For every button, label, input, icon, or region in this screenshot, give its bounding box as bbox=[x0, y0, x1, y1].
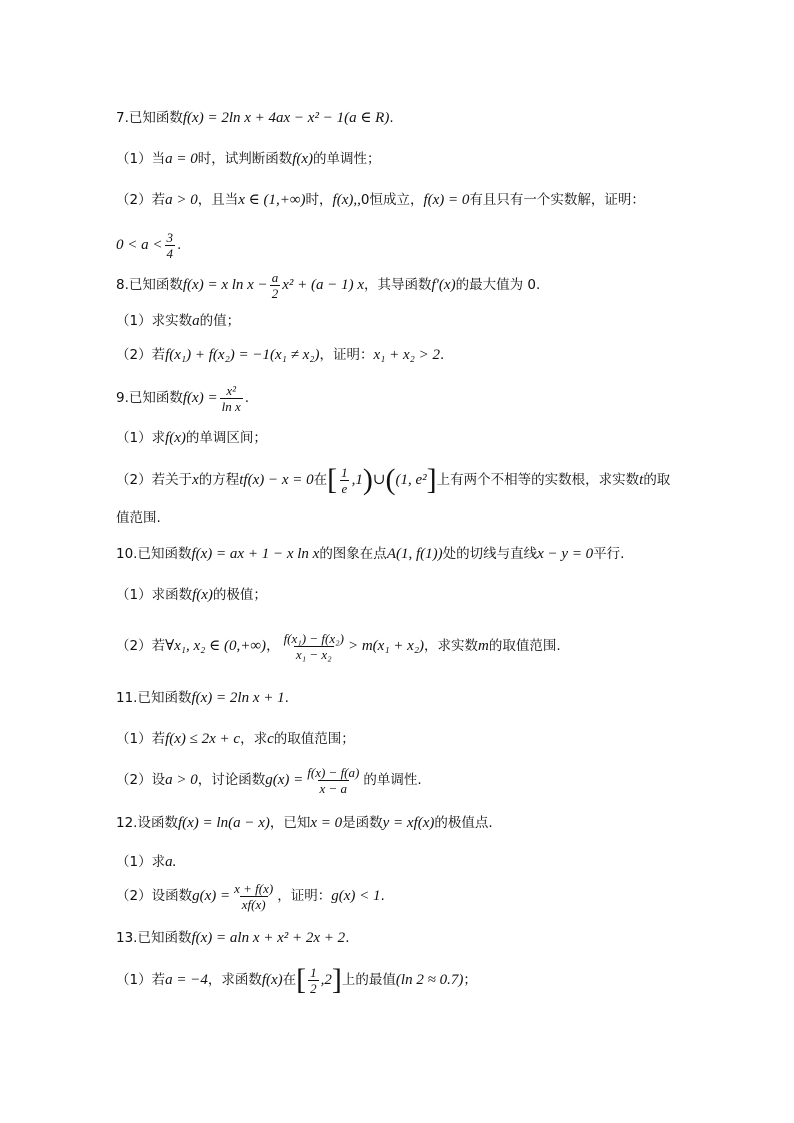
union-symbol: ∪ bbox=[372, 472, 386, 488]
problem-8-part-1 bbox=[116, 311, 240, 331]
problem-12-title bbox=[116, 813, 493, 833]
problem-13-label: 13.已知函数 bbox=[116, 930, 192, 946]
fraction-denominator: 2 bbox=[310, 980, 317, 996]
text: 的单调区间； bbox=[185, 430, 267, 446]
text: 的最大值为 0. bbox=[455, 277, 541, 293]
inequality: f(x) ≤ 2x + c bbox=[165, 731, 241, 747]
problem-9-part-2 bbox=[116, 462, 670, 498]
text: 在 bbox=[282, 972, 297, 988]
part-label: （1）求 bbox=[116, 430, 166, 446]
fraction-denominator: 4 bbox=[166, 245, 173, 261]
variable: a bbox=[192, 313, 200, 329]
problem-7-part-2-result bbox=[116, 228, 181, 262]
quantifier: ∀x₁, x₂ ∈ (0,+∞) bbox=[165, 638, 267, 654]
text: 时，试判断函数 bbox=[197, 151, 293, 167]
problem-7-end: . bbox=[389, 110, 394, 126]
variable: c bbox=[267, 731, 274, 747]
paren-open: ( bbox=[385, 463, 396, 496]
problem-13-title bbox=[116, 928, 349, 948]
text: ， bbox=[266, 638, 280, 654]
derivative: f′(x) bbox=[431, 277, 456, 293]
problem-8-title bbox=[116, 268, 540, 302]
fraction-denominator: x₁ − x₂ bbox=[295, 646, 332, 662]
text: 的方程 bbox=[198, 472, 240, 488]
expression: g(x) = bbox=[192, 888, 231, 904]
problem-7-label: 7.已知函数 bbox=[116, 110, 183, 126]
problem-12-part-2 bbox=[116, 878, 385, 914]
problem-7-title bbox=[116, 108, 394, 128]
problem-9-title bbox=[116, 381, 249, 415]
text: ； bbox=[463, 972, 477, 988]
text: 有且只有一个实数解，证明： bbox=[469, 192, 645, 208]
fraction-numerator: 1 bbox=[341, 464, 348, 480]
fraction-numerator: 3 bbox=[166, 229, 173, 245]
bracket-open: [ bbox=[327, 463, 338, 496]
text: 的图象在点 bbox=[319, 546, 387, 562]
condition: a = −4 bbox=[165, 972, 208, 988]
text: ，求函数 bbox=[207, 972, 262, 988]
fraction bbox=[270, 270, 281, 301]
problem-7-expression: f(x) = 2ln x + 4ax − x² − 1(a ∈ R) bbox=[182, 110, 390, 126]
text: 上有两个不相等的实数根，求实数 bbox=[436, 472, 640, 488]
text: ，证明： bbox=[319, 347, 374, 363]
variable: a. bbox=[165, 854, 177, 870]
part-label: （1）求函数 bbox=[116, 587, 193, 603]
part-label: （1）当 bbox=[116, 151, 166, 167]
expression: x² + (a − 1) x bbox=[282, 277, 364, 293]
text: 的极值点. bbox=[434, 815, 493, 831]
expression: g(x) = bbox=[265, 772, 304, 788]
text: 时， bbox=[305, 192, 333, 208]
expression: f(x) = 2ln x + 1 bbox=[191, 690, 285, 706]
fraction-denominator: 2 bbox=[271, 285, 279, 301]
text: ，证明： bbox=[277, 888, 332, 904]
bracket-close: ] bbox=[426, 463, 437, 496]
condition: x = 0 bbox=[310, 815, 343, 831]
fraction-denominator: x − a bbox=[319, 780, 348, 796]
function: f(x) bbox=[192, 587, 213, 603]
note: (ln 2 ≈ 0.7) bbox=[395, 972, 464, 988]
fraction bbox=[165, 230, 176, 261]
text: 0恒成立， bbox=[360, 192, 424, 208]
text: ，求实数 bbox=[424, 638, 479, 654]
expression: f(x) = x ln x − bbox=[182, 277, 268, 293]
text: 的值； bbox=[199, 313, 241, 329]
problem-11-part-2 bbox=[116, 762, 422, 798]
text: . bbox=[284, 690, 289, 706]
text: 的单调性； bbox=[313, 151, 381, 167]
part-label: （2）若 bbox=[116, 192, 166, 208]
equation: x − y = 0 bbox=[537, 546, 594, 562]
inequality: 0 < a < bbox=[116, 237, 163, 253]
interval bbox=[327, 465, 436, 496]
paren-close: ) bbox=[362, 463, 373, 496]
fraction-numerator: x + f(x) bbox=[234, 880, 274, 896]
problem-12-label: 12.设函数 bbox=[116, 815, 178, 831]
text: . bbox=[177, 237, 182, 253]
interval: x ∈ (1,+∞) bbox=[238, 192, 306, 208]
problem-10-part-1 bbox=[116, 585, 267, 605]
variable: t bbox=[639, 472, 644, 488]
fraction bbox=[305, 765, 361, 796]
fraction-numerator: x² bbox=[226, 382, 236, 398]
bracket-open: [ bbox=[296, 963, 307, 996]
problem-9-part-2-cont bbox=[116, 508, 161, 528]
interval-end: ,1 bbox=[351, 472, 363, 488]
problem-8-label: 8.已知函数 bbox=[116, 277, 183, 293]
inequality: x₁ + x₂ > 2 bbox=[373, 347, 440, 363]
text: ，讨论函数 bbox=[197, 772, 266, 788]
interval-expression: (1, e² bbox=[395, 472, 427, 488]
text: 的取值范围. bbox=[488, 638, 561, 654]
text: ，且当 bbox=[197, 192, 239, 208]
fraction bbox=[232, 881, 275, 912]
text: . bbox=[440, 347, 445, 363]
function: f(x) bbox=[292, 151, 314, 167]
part-label: （2）设函数 bbox=[116, 888, 193, 904]
inequality: g(x) < 1 bbox=[331, 888, 381, 904]
part-label: （1）求实数 bbox=[116, 313, 193, 329]
fraction bbox=[339, 465, 350, 496]
text: 平行. bbox=[593, 546, 625, 562]
expression: f(x) = ln(a − x) bbox=[177, 815, 270, 831]
part-label: （1）若 bbox=[116, 972, 166, 988]
part-label: （2）设 bbox=[116, 772, 166, 788]
condition: a > 0 bbox=[165, 772, 198, 788]
problem-12-part-1 bbox=[116, 852, 176, 872]
fraction-denominator: e bbox=[341, 480, 348, 496]
equation: f(x₁) + f(x₂) = −1(x₁ ≠ x₂) bbox=[165, 347, 320, 363]
fraction bbox=[220, 383, 243, 414]
fraction bbox=[308, 965, 319, 996]
problem-10-label: 10.已知函数 bbox=[116, 546, 192, 562]
problem-11-label: 11.已知函数 bbox=[116, 690, 192, 706]
expression: f(x) = aln x + x² + 2x + 2 bbox=[191, 930, 346, 946]
equation: f(x) = 0 bbox=[423, 192, 470, 208]
text: ，已知 bbox=[269, 815, 311, 831]
problem-7-part-1 bbox=[116, 149, 381, 169]
variable: m bbox=[478, 638, 489, 654]
fraction-numerator: 1 bbox=[310, 964, 317, 980]
interval bbox=[296, 965, 342, 996]
part-label: （1）求 bbox=[116, 854, 166, 870]
text: 上的最值 bbox=[341, 972, 396, 988]
fraction-numerator: a bbox=[271, 269, 279, 285]
problem-13-part-1 bbox=[116, 962, 477, 998]
text: 在 bbox=[313, 472, 328, 488]
condition: a > 0 bbox=[165, 192, 198, 208]
inequality: > m(x₁ + x₂) bbox=[347, 638, 425, 654]
variable: x bbox=[192, 472, 199, 488]
text: ，求 bbox=[240, 731, 268, 747]
point: A(1, f(1)) bbox=[386, 546, 443, 562]
problem-8-part-2 bbox=[116, 345, 444, 365]
bracket-close: ] bbox=[331, 963, 342, 996]
problem-9-part-1 bbox=[116, 428, 267, 448]
function: f(x) bbox=[261, 972, 283, 988]
part-label: （2）若关于 bbox=[116, 472, 193, 488]
text: 的取 bbox=[643, 472, 671, 488]
part-label: （1）若 bbox=[116, 731, 166, 747]
part-label: （2）若 bbox=[116, 638, 166, 654]
interval-end: ,2 bbox=[320, 972, 332, 988]
fraction-numerator: f(x₁) − f(x₂) bbox=[283, 630, 344, 646]
part-label: （2）若 bbox=[116, 347, 166, 363]
problem-11-title bbox=[116, 688, 289, 708]
text: 是函数 bbox=[342, 815, 383, 831]
fraction bbox=[282, 631, 346, 662]
problem-10-part-2 bbox=[116, 628, 561, 664]
text: 值范围. bbox=[116, 510, 161, 526]
text: 的单调性. bbox=[363, 772, 422, 788]
text: . bbox=[244, 390, 250, 406]
fraction-denominator: ln x bbox=[221, 398, 241, 414]
function: f(x),, bbox=[332, 192, 361, 208]
text: 处的切线与直线 bbox=[442, 546, 538, 562]
problem-7-part-2 bbox=[116, 190, 645, 210]
fraction-numerator: f(x) − f(a) bbox=[307, 764, 360, 780]
expression: f(x) = ax + 1 − x ln x bbox=[191, 546, 320, 562]
text: 的极值； bbox=[212, 587, 267, 603]
equation: tf(x) − x = 0 bbox=[239, 472, 314, 488]
function: f(x) bbox=[165, 430, 186, 446]
text: . bbox=[345, 930, 350, 946]
expression: f(x) = bbox=[182, 390, 218, 406]
problem-9-label: 9.已知函数 bbox=[116, 390, 183, 406]
fraction-denominator: xf(x) bbox=[241, 896, 266, 912]
text: 的取值范围； bbox=[273, 731, 355, 747]
text: . bbox=[380, 888, 385, 904]
problem-10-title bbox=[116, 544, 624, 564]
text: ，其导函数 bbox=[363, 277, 432, 293]
function: y = xf(x) bbox=[382, 815, 435, 831]
condition: a = 0 bbox=[165, 151, 198, 167]
problem-11-part-1 bbox=[116, 729, 355, 749]
